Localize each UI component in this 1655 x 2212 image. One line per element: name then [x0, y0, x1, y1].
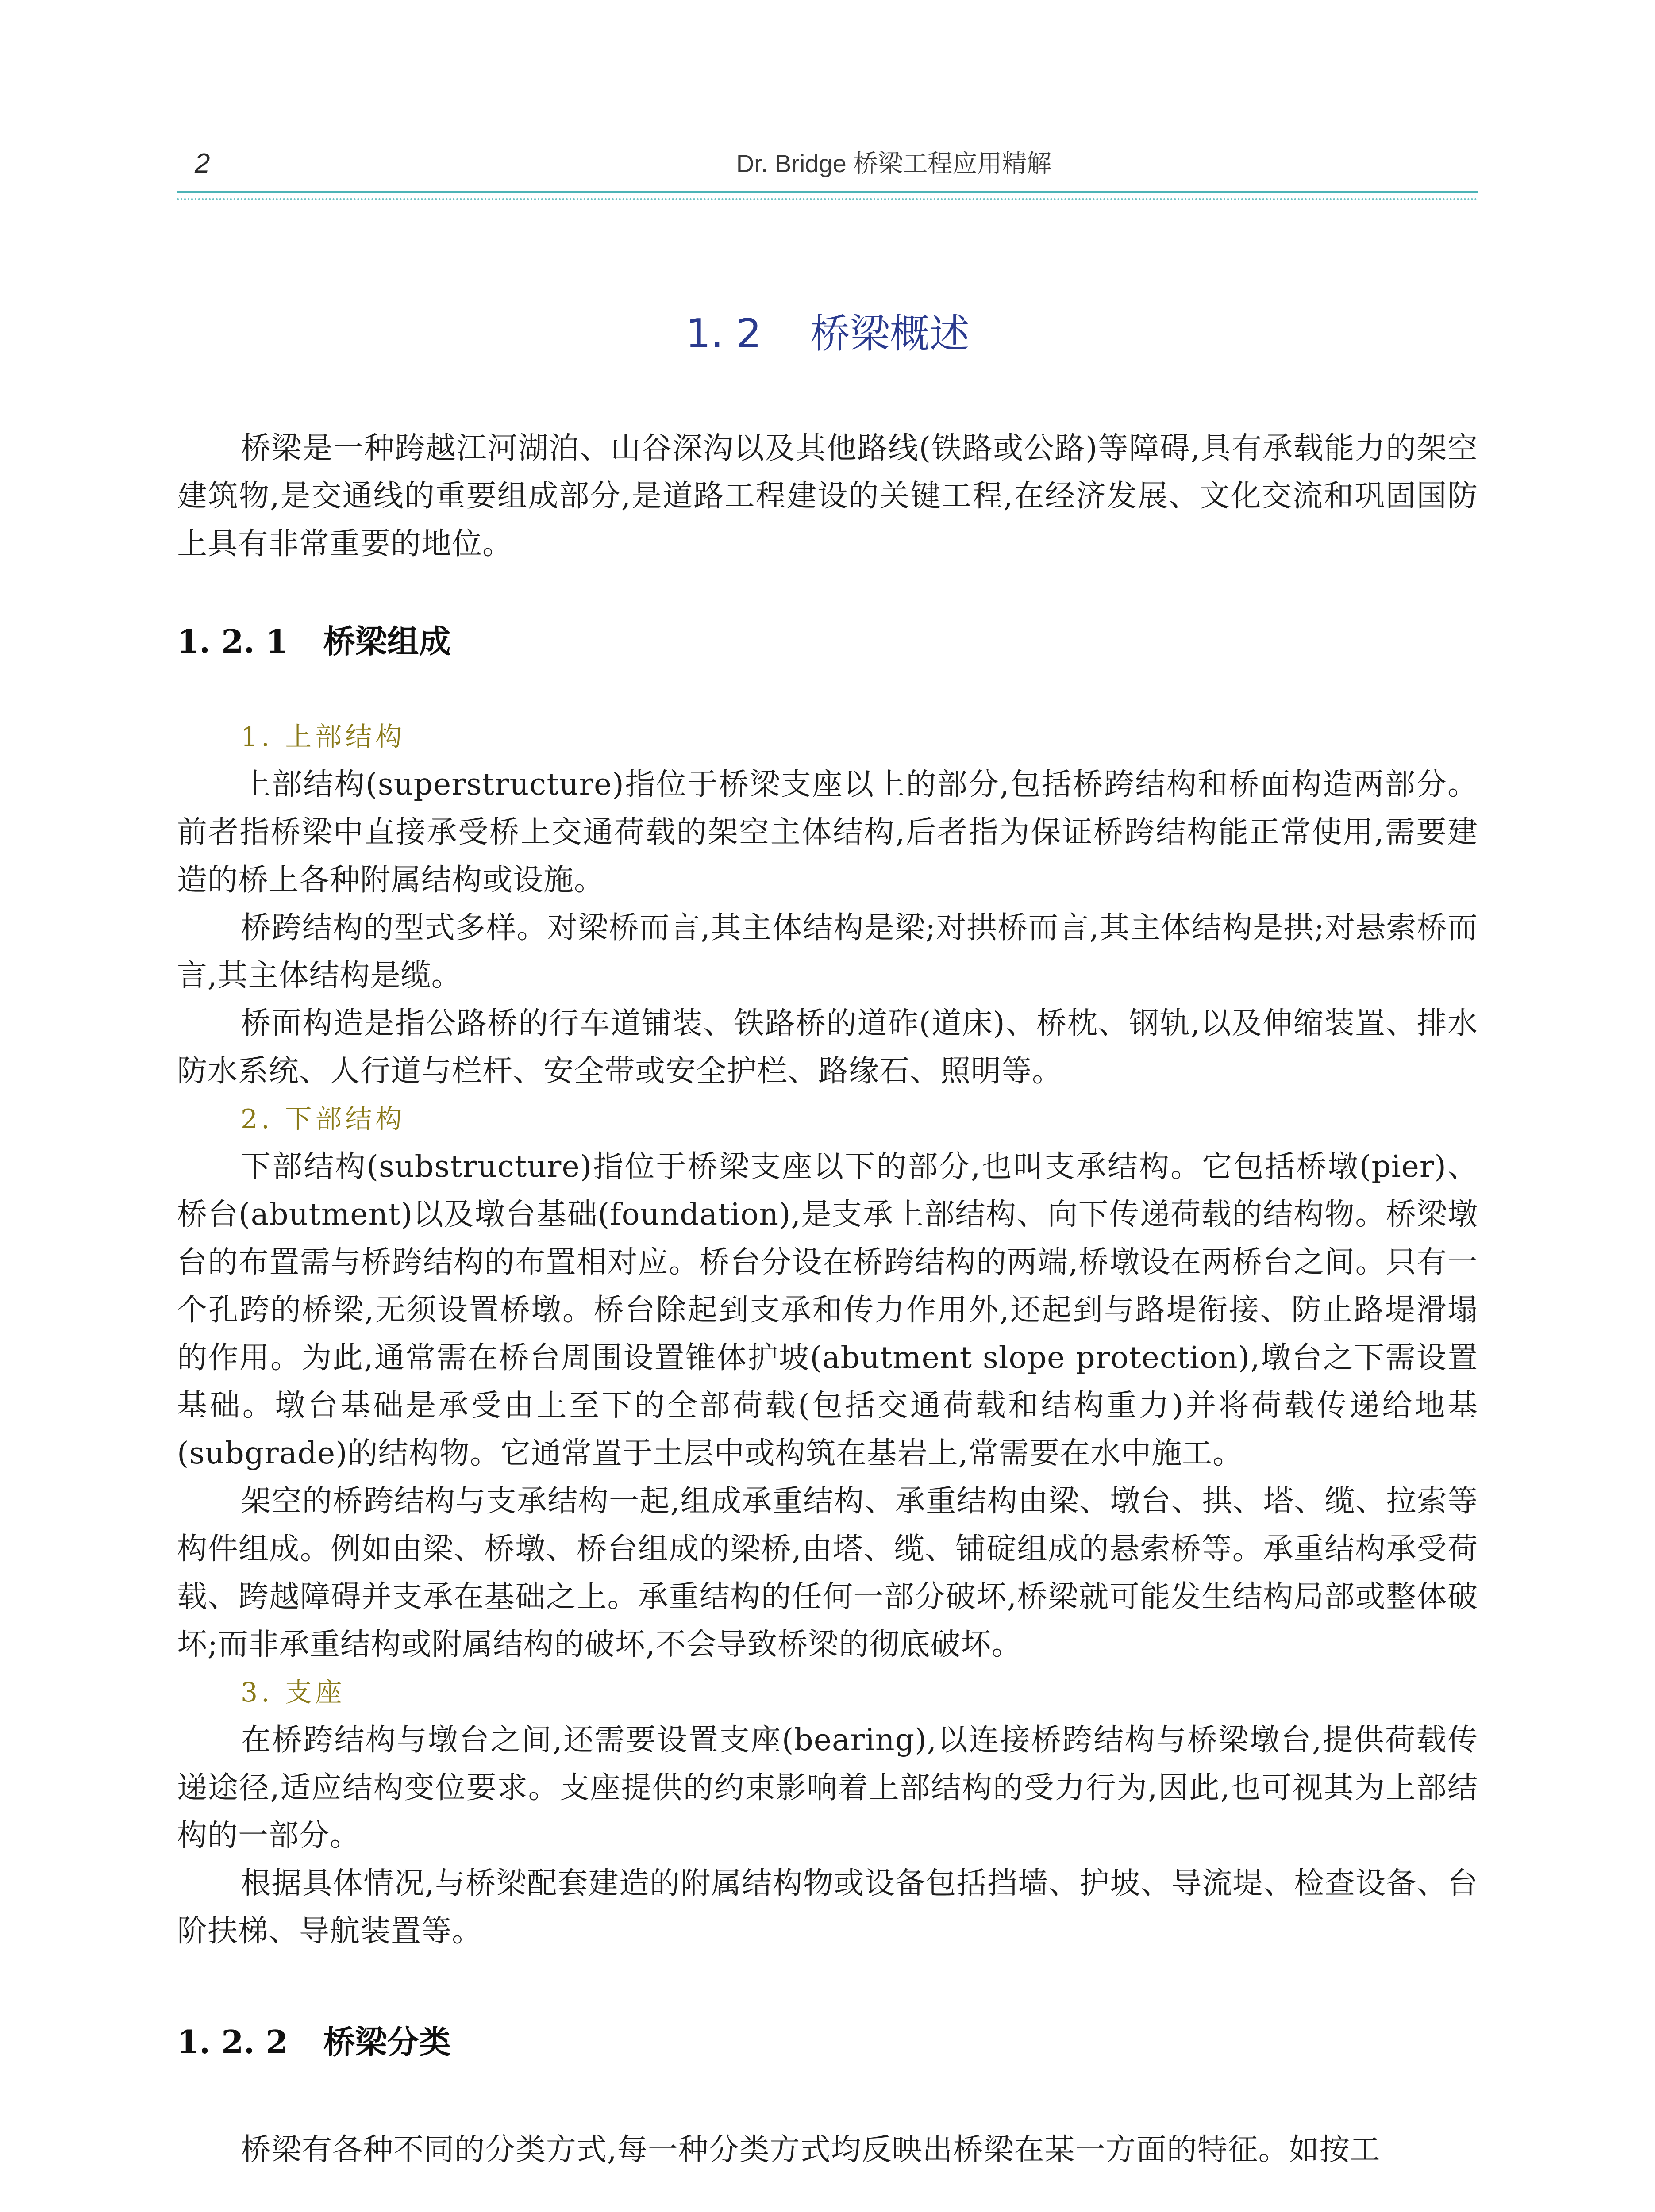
page-number: 2: [195, 148, 210, 179]
paragraph-load-bearing: 架空的桥跨结构与支承结构一起,组成承重结构、承重结构由梁、墩台、拱、塔、缆、拉索等构件组成。例如由梁、桥墩、桥台组成的梁桥,由塔、缆、铺碇组成的悬索桥等。承重结构承受荷载、跨越障碍并支承在基础之上。承重结构的任何一部分破坏,桥梁就可能发生结构局部或整体破坏;而非承重结构或附属结构的破坏,不会导致桥梁的彻底破坏。: [177, 1484, 1478, 1662]
header-dotted-rule: [177, 198, 1478, 200]
item-heading-substructure: 2. 下部结构: [241, 1104, 406, 1135]
subsection-heading-1-2-1: [177, 615, 1478, 668]
section-title-text: 桥梁概述: [810, 311, 970, 357]
subsection-title: 桥梁分类: [323, 2023, 451, 2061]
paragraph-ancillary: 根据具体情况,与桥梁配套建造的附属结构物或设备包括挡墙、护坡、导流堤、检查设备、台阶扶梯、导航装置等。: [177, 1866, 1478, 1949]
intro-paragraph: 桥梁是一种跨越江河湖泊、山谷深沟以及其他路线(铁路或公路)等障碍,具有承载能力的架空建筑物,是交通线的重要组成部分,是道路工程建设的关键工程,在经济发展、文化交流和巩固国防上具有非常重要的地位。: [177, 431, 1478, 561]
paragraph-span-types: 桥跨结构的型式多样。对梁桥而言,其主体结构是梁;对拱桥而言,其主体结构是拱;对悬索桥而言,其主体结构是缆。: [177, 910, 1478, 993]
paragraph-deck-construction: 桥面构造是指公路桥的行车道铺装、铁路桥的道砟(道床)、桥枕、钢轨,以及伸缩装置、排水防水系统、人行道与栏杆、安全带或安全护栏、路缘石、照明等。: [177, 1006, 1478, 1089]
section-title: [177, 301, 1478, 367]
item-heading-superstructure: 1. 上部结构: [241, 722, 406, 753]
paragraph-substructure: 下部结构(substructure)指位于桥梁支座以下的部分,也叫支承结构。它包括桥墩(pier)、桥台(abutment)以及墩台基础(foundation),是支承上部结构、向下传递荷载的结构物。桥梁墩台的布置需与桥跨结构的布置相对应。桥台分设在桥跨结构的两端,桥墩设在两桥台之间。只有一个孔跨的桥梁,无须设置桥墩。桥台除起到支承和传力作用外,还起到与路堤衔接、防止路堤滑塌的作用。为此,通常需在桥台周围设置锥体护坡(abutment slope protection),墩台之下需设置基础。墩台基础是承受由上至下的全部荷载(包括交通荷载和结构重力)并将荷载传递给地基(subgrade)的结构物。它通常置于土层中或构筑在基岩上,常需要在水中施工。: [177, 1149, 1478, 1471]
paragraph-bearing: 在桥跨结构与墩台之间,还需要设置支座(bearing),以连接桥跨结构与桥梁墩台,提供荷载传递途径,适应结构变位要求。支座提供的约束影响着上部结构的受力行为,因此,也可视其为上部结构的一部分。: [177, 1723, 1478, 1853]
subsection-number: 1. 2. 1: [177, 622, 288, 660]
section-number: 1. 2: [685, 311, 762, 357]
header-rule: [177, 191, 1478, 193]
running-title: Dr. Bridge 桥梁工程应用精解: [736, 150, 1052, 177]
subsection-title: 桥梁组成: [323, 622, 451, 660]
paragraph-superstructure: 上部结构(superstructure)指位于桥梁支座以上的部分,包括桥跨结构和桥面构造两部分。前者指桥梁中直接承受桥上交通荷载的架空主体结构,后者指为保证桥跨结构能正常使用,需要建造的桥上各种附属结构或设施。: [177, 767, 1478, 898]
item-heading-bearing: 3. 支座: [241, 1677, 346, 1708]
subsection-heading-1-2-2: [177, 2016, 1478, 2069]
paragraph-classification: 桥梁有各种不同的分类方式,每一种分类方式均反映出桥梁在某一方面的特征。如按工: [241, 2132, 1381, 2167]
subsection-number: 1. 2. 2: [177, 2023, 288, 2061]
